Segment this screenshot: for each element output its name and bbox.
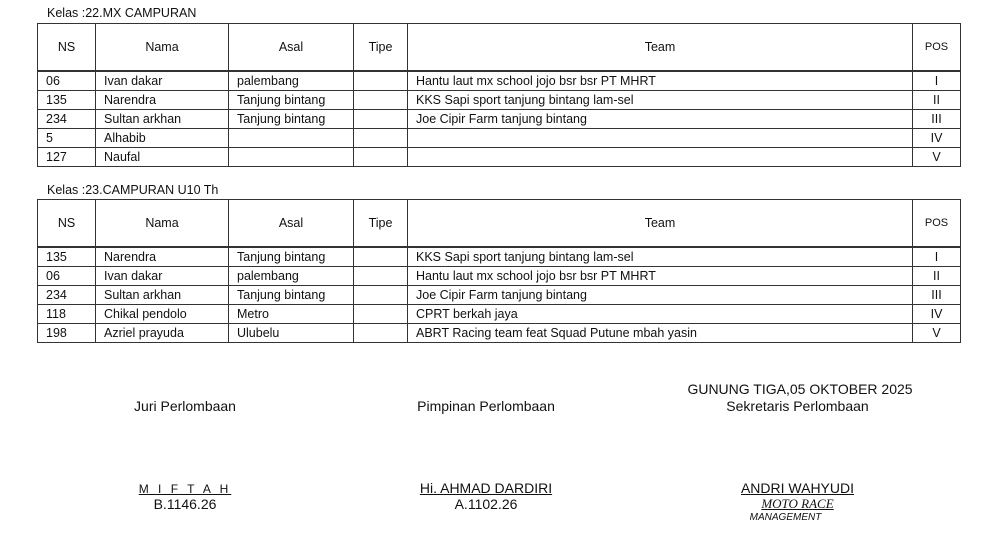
cell-team: Hantu laut mx school jojo bsr bsr PT MHRT [408,71,913,91]
cell-nama: Sultan arkhan [96,286,229,305]
cell-asal: Tanjung bintang [229,110,354,129]
cell-nama: Narendra [96,91,229,110]
cell-asal: Ulubelu [229,324,354,343]
cell-team: CPRT berkah jaya [408,305,913,324]
cell-pos: III [913,110,961,129]
cell-ns: 198 [38,324,96,343]
col-header-nama: Nama [96,24,229,72]
cell-tipe [354,305,408,324]
cell-team: ABRT Racing team feat Squad Putune mbah yasin [408,324,913,343]
signatory-role: Sekretaris Perlombaan [726,398,869,414]
cell-ns: 127 [38,148,96,167]
cell-ns: 5 [38,129,96,148]
cell-tipe [354,324,408,343]
cell-team: KKS Sapi sport tanjung bintang lam-sel [408,91,913,110]
signatory-id: B.1146.26 [153,496,217,512]
cell-pos: II [913,267,961,286]
signatory-pimpinan [386,398,586,512]
col-header-pos: POS [913,24,961,72]
cell-tipe [354,286,408,305]
table-row [38,286,961,305]
signatory-name: M I F T A H [138,482,232,496]
management-stamp: MANAGEMENT [749,512,822,523]
results-table [37,23,961,167]
col-header-tipe: Tipe [354,24,408,72]
table-row [38,148,961,167]
cell-asal: palembang [229,267,354,286]
col-header-tipe: Tipe [354,200,408,248]
col-header-team: Team [408,200,913,248]
signatory-role: Juri Perlombaan [134,398,236,414]
cell-asal [229,148,354,167]
table-header-row [38,24,961,72]
cell-nama: Narendra [96,247,229,267]
col-header-ns: NS [38,24,96,72]
cell-pos: IV [913,129,961,148]
table-row [38,247,961,267]
cell-nama: Sultan arkhan [96,110,229,129]
col-header-pos: POS [913,200,961,248]
cell-ns: 118 [38,305,96,324]
col-header-team: Team [408,24,913,72]
cell-ns: 234 [38,286,96,305]
signatory-juri [90,398,280,512]
table-row [38,129,961,148]
cell-team: Joe Cipir Farm tanjung bintang [408,286,913,305]
table-row [38,71,961,91]
cell-nama: Naufal [96,148,229,167]
cell-nama: Azriel prayuda [96,324,229,343]
results-table [37,199,961,343]
cell-ns: 135 [38,91,96,110]
table-header-row [38,200,961,248]
cell-tipe [354,91,408,110]
cell-ns: 135 [38,247,96,267]
table-row [38,305,961,324]
class-title: Kelas :23.CAMPURAN U10 Th [47,183,219,197]
cell-tipe [354,247,408,267]
col-header-nama: Nama [96,200,229,248]
cell-ns: 06 [38,71,96,91]
cell-asal: Metro [229,305,354,324]
cell-asal [229,129,354,148]
place-date: GUNUNG TIGA,05 OKTOBER 2025 [687,381,913,397]
cell-nama: Ivan dakar [96,267,229,286]
table-row [38,110,961,129]
cell-pos: I [913,247,961,267]
cell-ns: 06 [38,267,96,286]
cell-asal: Tanjung bintang [229,91,354,110]
cell-team: Joe Cipir Farm tanjung bintang [408,110,913,129]
cell-asal: palembang [229,71,354,91]
class-title: Kelas :22.MX CAMPURAN [47,6,197,20]
table-row [38,267,961,286]
col-header-asal: Asal [229,24,354,72]
signatory-id: A.1102.26 [454,496,518,512]
cell-team: KKS Sapi sport tanjung bintang lam-sel [408,247,913,267]
table-body [38,247,961,343]
col-header-asal: Asal [229,200,354,248]
cell-pos: II [913,91,961,110]
cell-tipe [354,148,408,167]
cell-tipe [354,129,408,148]
cell-asal: Tanjung bintang [229,286,354,305]
cell-tipe [354,110,408,129]
cell-tipe [354,71,408,91]
signatory-sekretaris [690,398,905,523]
signatory-name: Hi. AHMAD DARDIRI [419,480,553,496]
cell-team [408,148,913,167]
cell-pos: III [913,286,961,305]
cell-ns: 234 [38,110,96,129]
table-body [38,71,961,167]
cell-pos: IV [913,305,961,324]
cell-nama: Alhabib [96,129,229,148]
signatory-role: Pimpinan Perlombaan [417,398,555,414]
cell-team [408,129,913,148]
cell-pos: V [913,324,961,343]
table-row [38,324,961,343]
cell-nama: Ivan dakar [96,71,229,91]
cell-nama: Chikal pendolo [96,305,229,324]
cell-team: Hantu laut mx school jojo bsr bsr PT MHRT [408,267,913,286]
table-row [38,91,961,110]
cell-pos: V [913,148,961,167]
moto-race-stamp: MOTO RACE [761,496,834,511]
cell-tipe [354,267,408,286]
col-header-ns: NS [38,200,96,248]
cell-pos: I [913,71,961,91]
cell-asal: Tanjung bintang [229,247,354,267]
signatory-name: ANDRI WAHYUDI [740,480,855,496]
